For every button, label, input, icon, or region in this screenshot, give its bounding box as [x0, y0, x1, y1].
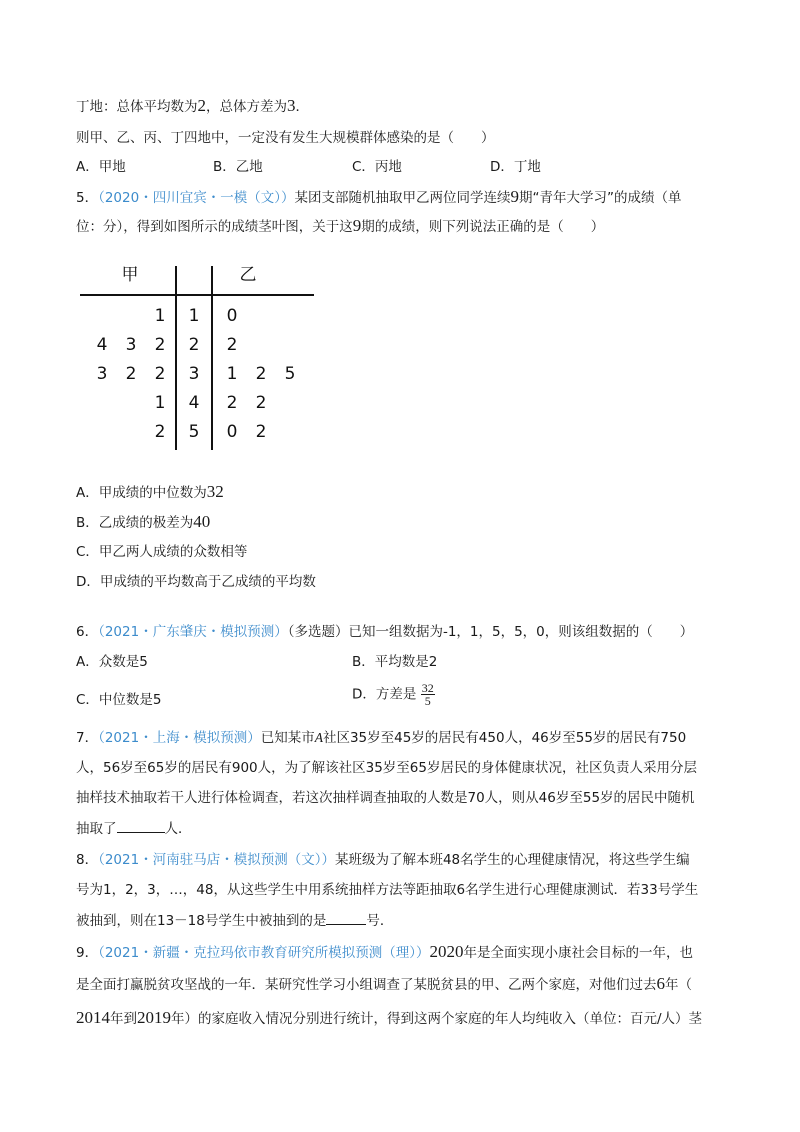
number: 2019: [137, 1008, 171, 1027]
question-8-line-1: [76, 850, 690, 870]
leaf-right: 2: [255, 393, 267, 413]
answer-blank[interactable]: [117, 818, 165, 833]
question-5-line-1: [76, 187, 681, 208]
q4-option-b: B．乙地: [213, 159, 263, 175]
text: 期的成绩，则下列说法正确的是（ ）: [361, 219, 605, 235]
q4-option-c: C．丙地: [352, 159, 402, 175]
text: ．: [295, 99, 309, 115]
q4-option-d: D．丁地: [490, 159, 541, 175]
leaf-left: 1: [154, 306, 166, 326]
number: 2020: [429, 942, 464, 961]
stem: 5: [188, 422, 200, 442]
stem: 2: [188, 335, 200, 355]
leaf-right: 2: [226, 335, 238, 355]
text: 年）的家庭收入情况分别进行统计，得到这两个家庭的年人均纯收入（单位：百元/人）茎: [171, 1011, 703, 1027]
text: 社区35岁至45岁的居民有450人，46岁至55岁的居民有750: [322, 730, 687, 746]
leaf-right: 2: [255, 422, 267, 442]
q5-option-a: [76, 482, 224, 503]
text: （多选题）已知一组数据为-1，1，5，5，0，则该组数据的（ ）: [287, 624, 694, 640]
text: 某班级为了解本班48名学生的心理健康情况，将这些学生编: [334, 852, 690, 868]
stem: 4: [188, 393, 200, 413]
number: 9: [510, 187, 519, 206]
leaf-left: 4: [96, 335, 108, 355]
fraction: [421, 682, 435, 707]
text: 丁地：总体平均数为: [76, 99, 198, 115]
question-number: 5．: [76, 190, 99, 206]
text: ，总体方差为: [206, 99, 287, 115]
leaf-right: 0: [226, 422, 238, 442]
number: 2014: [76, 1008, 110, 1027]
leaf-left: 2: [154, 364, 166, 384]
leaf-left: 3: [96, 364, 108, 384]
text: 被抽到，则在13－18号学生中被抽到的是: [76, 913, 327, 929]
q5-option-b: [76, 512, 210, 533]
q5-option-d: [76, 572, 316, 592]
text: 抽取了: [76, 821, 117, 837]
question-4-stem: 则甲、乙、丙、丁四地中，一定没有发生大规模群体感染的是（ ）: [76, 130, 495, 146]
leaf-right: 2: [226, 393, 238, 413]
question-6-stem: [76, 622, 693, 642]
header-jia: 甲: [121, 265, 139, 285]
question-source: （2021・新疆・克拉玛依市教育研究所模拟预测（理））: [98, 945, 430, 961]
question-number: 9．: [76, 945, 99, 961]
option-label: B．乙成绩的极差为: [76, 515, 194, 531]
question-source: （2021・广东肇庆・模拟预测）: [98, 624, 288, 640]
leaf-left: 2: [154, 335, 166, 355]
q5-option-c: [76, 542, 247, 562]
leaf-left: 3: [125, 335, 137, 355]
stem-leaf-plot: [70, 258, 330, 458]
question-number: 8．: [76, 852, 99, 868]
q4-option-a: A．甲地: [76, 159, 126, 175]
option-value: 32: [206, 482, 224, 501]
text: 某团支部随机抽取甲乙两位同学连续: [294, 190, 511, 206]
question-7-line-2: 人，56岁至65岁的居民有900人，为了解该社区35岁至65岁居民的身体健康状况，社区负责人采用分层: [76, 760, 697, 776]
variable: A: [314, 730, 323, 745]
text: 年是全面实现小康社会目标的一年，也: [463, 945, 693, 961]
leaf-right: 0: [226, 306, 238, 326]
number: 3: [287, 96, 296, 115]
leaf-right: 1: [226, 364, 238, 384]
header-yi: 乙: [239, 265, 257, 285]
number: 9: [352, 216, 362, 235]
leaf-right: 5: [284, 364, 296, 384]
question-7-line-4: [76, 818, 192, 839]
question-source: （2020・四川宜宾・一模（文））: [98, 190, 295, 206]
fraction-numerator: 32: [421, 681, 434, 695]
text: 是全面打赢脱贫攻坚战的一年．某研究性学习小组调查了某脱贫县的甲、乙两个家庭，对他们过去: [76, 977, 657, 993]
leaf-right: 2: [255, 364, 267, 384]
question-5-line-2: [76, 216, 604, 237]
question-9-line-3: [76, 1008, 702, 1029]
question-source: （2021・上海・模拟预测）: [98, 730, 261, 746]
question-9-line-2: [76, 974, 692, 995]
leaf-left: 2: [154, 422, 166, 442]
stem: 3: [188, 364, 200, 384]
stem: 1: [188, 306, 200, 326]
option-label: D．甲成绩的平均数高于乙成绩的平均数: [76, 574, 316, 590]
text: 已知某市: [260, 730, 315, 746]
question-7-line-1: [76, 728, 686, 748]
text: 人．: [164, 821, 192, 837]
line-ding-di: [76, 96, 309, 117]
q6-option-a: A．众数是5: [76, 654, 148, 670]
q6-option-b: B．平均数是2: [352, 654, 438, 670]
q6-option-d: [352, 682, 435, 707]
text: 号．: [366, 913, 394, 929]
text: 年到: [110, 1011, 137, 1027]
question-8-line-3: [76, 910, 393, 931]
leaf-left: 1: [154, 393, 166, 413]
question-source: （2021・河南驻马店・模拟预测（文））: [98, 852, 335, 868]
option-label: D．方差是: [352, 686, 417, 703]
q6-option-c: C．中位数是5: [76, 692, 162, 708]
option-value: 40: [193, 512, 211, 531]
number: 2: [197, 96, 206, 115]
question-number: 6．: [76, 624, 99, 640]
text: 期“青年大学习”的成绩（单: [518, 190, 682, 206]
option-label: C．甲乙两人成绩的众数相等: [76, 544, 248, 560]
leaf-left: 2: [125, 364, 137, 384]
number: 6: [656, 974, 665, 993]
question-7-line-3: 抽样技术抽取若干人进行体检调查，若这次抽样调查抽取的人数是70人，则从46岁至55岁的居民中随机: [76, 790, 695, 806]
question-9-line-1: [76, 942, 693, 963]
plot-rows: [97, 306, 296, 442]
question-8-line-2: 号为1，2，3，…，48，从这些学生中用系统抽样方法等距抽取6名学生进行心理健康测试．若33号学生: [76, 882, 699, 898]
text: 位：分），得到如图所示的成绩茎叶图，关于这: [76, 219, 353, 235]
question-number: 7．: [76, 730, 99, 746]
option-label: A．甲成绩的中位数为: [76, 485, 207, 501]
fraction-denominator: 5: [424, 694, 431, 708]
answer-blank[interactable]: [326, 910, 366, 925]
text: 年（: [665, 977, 692, 993]
